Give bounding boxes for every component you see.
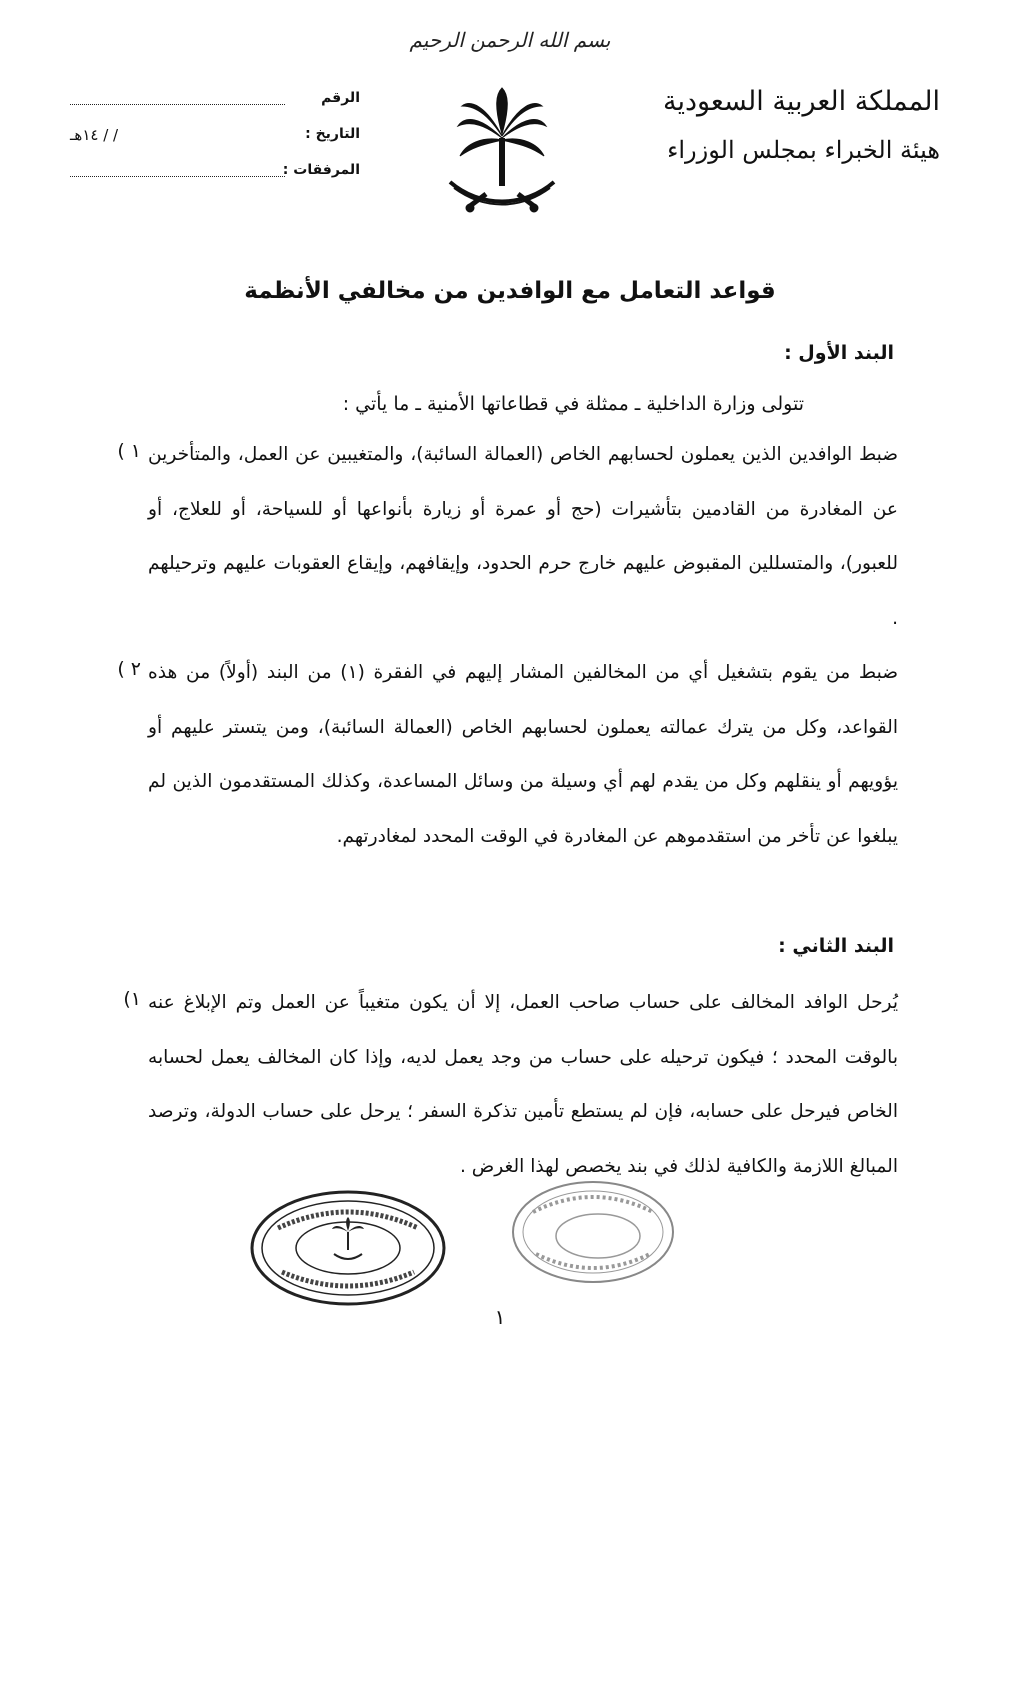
date-value: ١٤هـ / / — [70, 126, 119, 144]
reference-field — [70, 90, 360, 116]
paragraph-text: ضبط الوافدين الذين يعملون لحسابهم الخاص (العمالة السائبة)، والمتغيبين عن العمل، والمتأخرين عن المغادرة من القادمين بتأشيرات (حج أو عمرة أو زيارة بأنواعها أو للسياحة، أو للعلاج، أو للعبور)، والمتسللين المقبوض عليهم خارج حرم الحدود، وإيقافهم، وإيقاع العقوبات عليهم وترحيلهم . — [148, 444, 898, 629]
official-seal-left — [248, 1188, 448, 1308]
section-1-intro: تتولى وزارة الداخلية ـ ممثلة في قطاعاتها الأمنية ـ ما يأتي : — [342, 393, 804, 415]
paragraph-text: ضبط من يقوم بتشغيل أي من المخالفين المشار إليهم في الفقرة (١) من البند (أولاً) من هذه القواعد، وكل من يترك عمالته يعملون لحسابهم الخاص (العمالة السائبة)، ومن يتستر عليهم أو يؤويهم أو ينقلهم وكل من يقدم لهم أي وسيلة من وسائل المساعدة، وكذلك المستقدمون الذين لم يبلغوا عن تأخر من استقدموهم عن المغادرة في الوقت المحدد لمغادرتهم. — [148, 662, 898, 847]
section-1-item-1 — [148, 428, 898, 646]
attachments-label: المرفقات : — [282, 162, 360, 178]
basmala: بسم الله الرحمن الرحيم — [409, 28, 611, 52]
section-2-item-1 — [148, 976, 898, 1194]
item-number: ١) — [123, 988, 141, 1010]
reference-line — [70, 104, 285, 105]
date-label: التاريخ : — [305, 126, 360, 142]
official-seal-right — [508, 1176, 678, 1288]
date-field — [70, 126, 360, 152]
attachments-line — [70, 176, 285, 177]
reference-label: الرقم — [321, 90, 360, 106]
item-number: ١ ) — [117, 440, 141, 462]
kingdom-name: المملكة العربية السعودية — [662, 86, 940, 117]
agency-name: هيئة الخبراء بمجلس الوزراء — [667, 136, 940, 164]
paragraph-text: يُرحل الوافد المخالف على حساب صاحب العمل، إلا أن يكون متغيباً عن العمل وتم الإبلاغ عنه بالوقت المحدد ؛ فيكون ترحيله على حساب من وجد يعمل لديه، وإذا كان المخالف يعمل لحسابه الخاص فيرحل على حسابه، فإن لم يستطع تأمين تذكرة السفر ؛ يرحل على حساب الدولة، وترصد المبالغ اللازمة والكافية لذلك في بند يخصص لهذا الغرض . — [148, 992, 898, 1177]
section-2-heading: البند الثاني : — [778, 935, 894, 957]
palm-swords-emblem — [440, 86, 564, 216]
section-1-item-2 — [148, 646, 898, 864]
document-title: قواعد التعامل مع الوافدين من مخالفي الأنظمة — [244, 278, 776, 304]
attachments-field — [70, 162, 360, 188]
section-1-heading: البند الأول : — [784, 342, 894, 364]
page-number: ١ — [494, 1305, 506, 1329]
item-number: ٢ ) — [117, 658, 141, 680]
